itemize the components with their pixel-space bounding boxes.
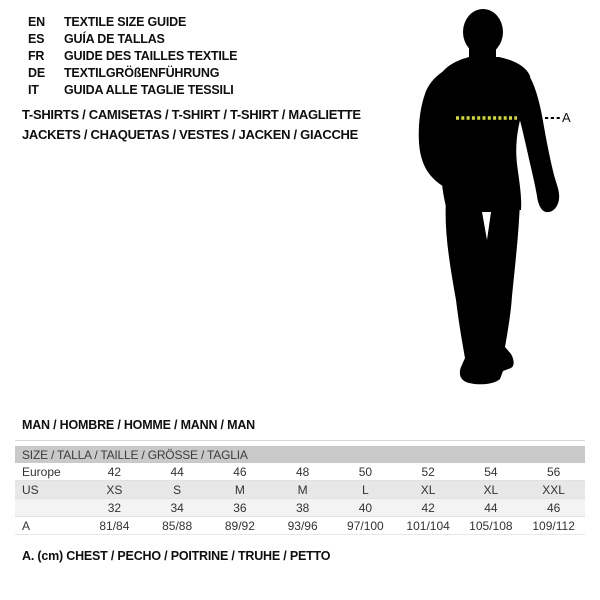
table-row-europe [15, 463, 585, 480]
size-cell: 44 [484, 500, 498, 515]
language-row-de [28, 64, 237, 81]
man-silhouette-figure [418, 8, 600, 388]
size-cell: 36 [233, 500, 247, 515]
size-cell: 42 [421, 500, 435, 515]
size-cell: L [362, 482, 369, 497]
language-label: GUIDE DES TAILLES TEXTILE [64, 48, 238, 63]
row-label: Europe [22, 464, 61, 479]
language-code: FR [28, 48, 45, 63]
size-cell: M [297, 482, 308, 497]
size-cell: 32 [107, 500, 122, 515]
size-cell: 46 [233, 464, 247, 479]
size-cell: M [234, 482, 245, 497]
row-label: US [22, 482, 39, 497]
size-cell: 89/92 [224, 518, 255, 533]
size-cell: 38 [295, 500, 310, 515]
size-cell: 101/104 [406, 518, 450, 533]
language-code: ES [28, 31, 45, 46]
language-row-es [28, 30, 237, 47]
language-code: EN [28, 14, 45, 29]
section-title-man: MAN / HOMBRE / HOMME / MANN / MAN [22, 418, 255, 432]
size-cell: 109/112 [532, 518, 575, 533]
size-cell: XL [483, 482, 499, 497]
chest-footnote: A. (cm) CHEST / PECHO / POITRINE / TRUHE / PETTO [22, 549, 331, 563]
size-cell: XS [106, 482, 123, 497]
size-cell: 81/84 [99, 518, 130, 533]
size-cell: 44 [170, 464, 184, 479]
size-cell: 46 [546, 500, 561, 515]
category-jackets: JACKETS / CHAQUETAS / VESTES / JACKEN / GIACCHE [22, 127, 358, 142]
garment-categories [22, 105, 361, 145]
size-cell: 97/100 [347, 518, 384, 533]
size-table-header [15, 446, 585, 463]
size-cell: 34 [170, 500, 184, 515]
language-row-fr [28, 47, 237, 64]
size-cell: XXL [542, 482, 565, 497]
size-table [15, 446, 585, 535]
category-tshirts: T-SHIRTS / CAMISETAS / T-SHIRT / T-SHIRT / MAGLIETTE [22, 107, 361, 122]
divider-line [15, 440, 585, 441]
language-row-en [28, 13, 237, 30]
size-cell: 56 [546, 464, 561, 479]
size-cell: XL [420, 482, 436, 497]
size-cell: 50 [358, 464, 373, 479]
language-label: TEXTILE SIZE GUIDE [64, 14, 187, 29]
measure-label-a: A [562, 110, 571, 125]
size-cell: S [173, 482, 182, 497]
language-code: DE [28, 65, 45, 80]
size-table-header-label: SIZE / TALLA / TAILLE / GRÖSSE / TAGLIA [22, 447, 248, 462]
language-row-it [28, 81, 237, 98]
table-row-chest [15, 516, 585, 535]
language-code: IT [28, 82, 39, 97]
table-row-uk [15, 498, 585, 516]
size-cell: 42 [107, 464, 122, 479]
language-label: GUIDA ALLE TAGLIE TESSILI [64, 82, 234, 97]
size-cell: 54 [484, 464, 498, 479]
row-label: A [22, 518, 31, 533]
language-label: TEXTILGRÖßENFÜHRUNG [64, 65, 220, 80]
table-row-us [15, 480, 585, 498]
size-cell: 93/96 [287, 518, 318, 533]
silhouette-legs [446, 200, 520, 384]
language-label: GUÍA DE TALLAS [64, 31, 165, 46]
size-cell: 85/88 [162, 518, 193, 533]
size-cell: 105/108 [469, 518, 513, 533]
size-cell: 52 [421, 464, 435, 479]
size-cell: 48 [295, 464, 310, 479]
size-cell: 40 [358, 500, 373, 515]
language-list [28, 13, 237, 98]
